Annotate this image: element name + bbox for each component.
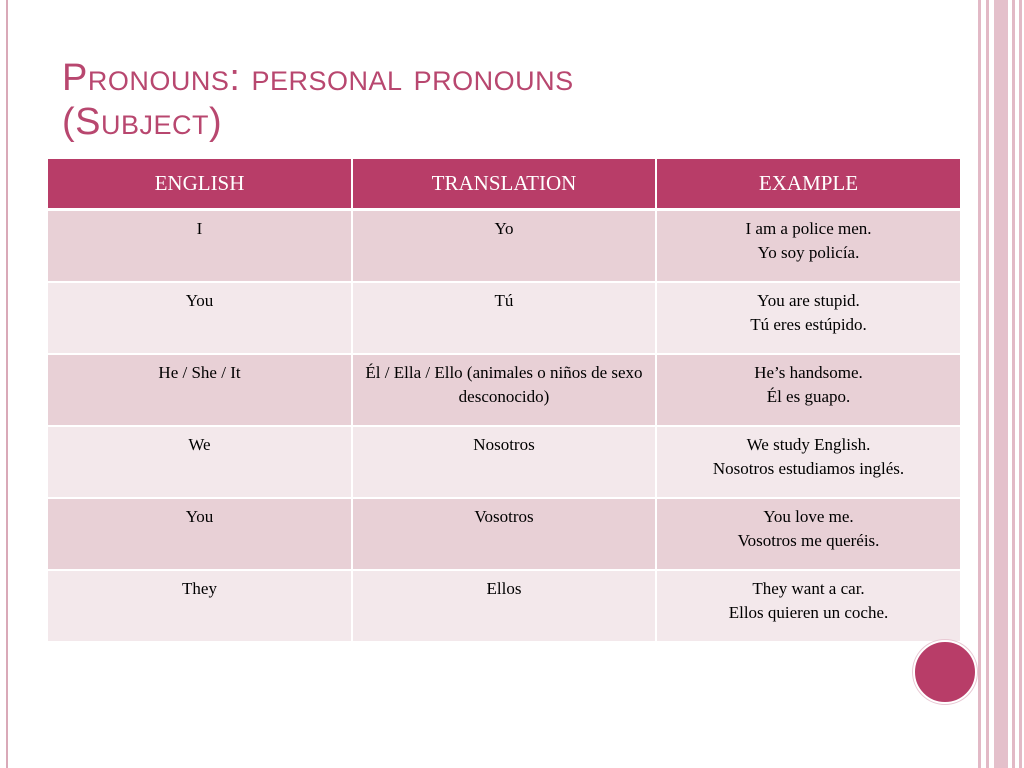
left-border-line bbox=[6, 0, 8, 768]
cell-english: I bbox=[48, 210, 352, 283]
table-row bbox=[48, 282, 960, 354]
cell-translation: Tú bbox=[352, 282, 656, 354]
slide-title-line1: Pronouns: personal pronouns bbox=[62, 57, 574, 99]
table-row bbox=[48, 498, 960, 570]
cell-translation: Nosotros bbox=[352, 426, 656, 498]
slide-title-line2: (Subject) bbox=[62, 101, 223, 143]
decorative-circle bbox=[913, 640, 977, 704]
example-english: You love me. bbox=[763, 507, 854, 526]
example-english: We study English. bbox=[746, 435, 871, 454]
cell-example bbox=[656, 570, 960, 641]
cell-example bbox=[656, 354, 960, 426]
stripe-4 bbox=[1012, 0, 1015, 768]
pronouns-table bbox=[48, 159, 960, 641]
table-row bbox=[48, 426, 960, 498]
cell-example bbox=[656, 498, 960, 570]
cell-translation: Ellos bbox=[352, 570, 656, 641]
example-english: They want a car. bbox=[752, 579, 865, 598]
example-spanish: Nosotros estudiamos inglés. bbox=[712, 459, 905, 478]
stripe-1 bbox=[978, 0, 981, 768]
cell-translation: Él / Ella / Ello (animales o niños de sexo desconocido) bbox=[352, 354, 656, 426]
example-spanish: Yo soy policía. bbox=[757, 243, 860, 262]
cell-translation: Vosotros bbox=[352, 498, 656, 570]
header-english: ENGLISH bbox=[48, 159, 352, 210]
example-english: I am a police men. bbox=[745, 219, 872, 238]
cell-english: You bbox=[48, 282, 352, 354]
table-row bbox=[48, 570, 960, 641]
example-english: He’s handsome. bbox=[754, 363, 863, 382]
header-translation: TRANSLATION bbox=[352, 159, 656, 210]
cell-example bbox=[656, 210, 960, 283]
stripe-3 bbox=[994, 0, 1008, 768]
stripe-2 bbox=[986, 0, 989, 768]
stripe-5 bbox=[1019, 0, 1022, 768]
cell-english: You bbox=[48, 498, 352, 570]
cell-english: We bbox=[48, 426, 352, 498]
example-spanish: Vosotros me queréis. bbox=[737, 531, 880, 550]
example-english: You are stupid. bbox=[757, 291, 860, 310]
table-header-row bbox=[48, 159, 960, 210]
cell-english: They bbox=[48, 570, 352, 641]
cell-english: He / She / It bbox=[48, 354, 352, 426]
table-row bbox=[48, 210, 960, 283]
example-spanish: Ellos quieren un coche. bbox=[728, 603, 889, 622]
right-decorative-stripes bbox=[978, 0, 1024, 768]
table-row bbox=[48, 354, 960, 426]
cell-example bbox=[656, 282, 960, 354]
header-example: EXAMPLE bbox=[656, 159, 960, 210]
cell-example bbox=[656, 426, 960, 498]
example-spanish: Tú eres estúpido. bbox=[750, 315, 867, 334]
cell-translation: Yo bbox=[352, 210, 656, 283]
example-spanish: Él es guapo. bbox=[766, 387, 851, 406]
slide-title bbox=[62, 56, 922, 144]
